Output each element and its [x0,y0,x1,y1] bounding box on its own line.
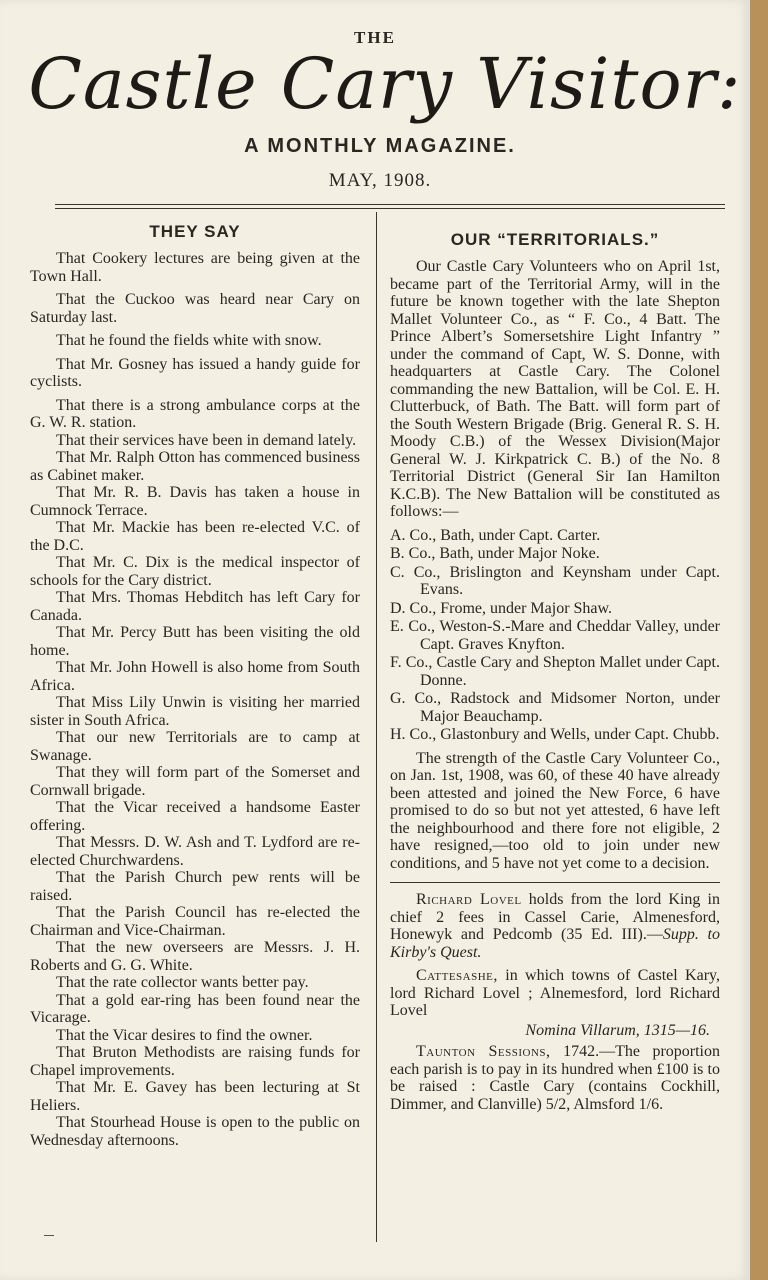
they-say-item: That their services have been in demand lately. [56,431,357,449]
they-say-item: That he found the fields white with snow. [56,332,322,349]
strength-paragraph: The strength of the Castle Cary Volunteer Co., on Jan. 1st, 1908, was 60, of these 40 have already been attested and joined the New Force, 6 have promised to do so but not yet attested, 6 have left the neighbourhood and there fore not eligible, 2 have resigned,—too old to join under new conditions, and 5 have not yet come to a decision. [390,749,720,872]
company-item: A. Co., Bath, under Capt. Carter. [390,526,601,544]
page-mark [44,1235,54,1236]
issue-date: MAY, 1908. [328,170,432,191]
they-say-item: That Messrs. D. W. Ash and T. Lydford are re-elected Churchwardens. [30,834,360,869]
company-item: H. Co., Glastonbury and Wells, under Capt. Chubb. [390,726,720,743]
lovel-text: holds from the lord King in chief 2 fees in Cassel Carie, Almenesford, Honewyk and Pedcomb (35 Ed. III).— [390,891,721,943]
they-say-item: That the Cuckoo was heard near Cary on Saturday last. [30,291,360,326]
territorials-column [390,226,720,1113]
lovel-note [390,891,720,961]
they-say-item: That they will form part of the Somerset and Cornwall brigade. [30,764,360,799]
section-divider [390,882,720,883]
lovel-source: Supp. to Kirby's Quest. [390,926,720,961]
they-say-item: That the Vicar received a handsome Easter offering. [30,799,360,834]
they-say-item: That Stourhead House is open to the public on Wednesday afternoons. [30,1114,360,1149]
they-say-item: That Mr. Ralph Otton has commenced business as Cabinet maker. [30,449,360,484]
they-say-item: That Mrs. Thomas Hebditch has left Cary for Canada. [30,589,360,624]
they-say-item: That Mr. Percy Butt has been visiting the old home. [30,624,360,659]
header-rule-bottom [55,208,725,209]
territorials-intro: Our Castle Cary Volunteers who on April 1st, became part of the Territorial Army, will in the future be known together with the late Shepton Mallet Volunteer Co., as “ F. Co., 4 Batt. The Prince Albert’s Somersetshire Light Infantry ” under the command of Capt, W. S. Donne, with headquarters at Castle Cary. The Colonel commanding the new Battalion, will be Col. E. H. Clutterbuck, of Bath. The Batt. will form part of the South Western Brigade (Brig. General R. S. H. Moody C.B.) of the Wessex Division(Major General W. J. Kirkpatrick C. B.) of the No. 8 Territorial District (General Sir Ian Hamilton K.C.B). The New Battalion will be constituted as follows:— [390,258,720,520]
they-say-item: That the rate collector wants better pay. [56,974,309,991]
company-list [390,527,720,744]
masthead-subtitle: A MONTHLY MAGAZINE. [244,135,516,157]
they-say-item: That Mr. Gosney has issued a handy guide for cyclists. [30,355,360,390]
they-say-item: That the new overseers are Messrs. J. H. Roberts and G. G. White. [30,939,360,974]
they-say-item: That Mr. E. Gavey has been lecturing at St Heliers. [30,1079,360,1114]
they-say-item: That Miss Lily Unwin is visiting her married sister in South Africa. [30,694,360,729]
company-item: C. Co., Brislington and Keynsham under Capt. Evans. [390,563,720,598]
they-say-item: That Mr. Mackie has been re-elected V.C. of the D.C. [30,519,360,554]
lovel-name: Richard Lovel [416,891,522,908]
taunton-note [390,1043,720,1113]
cattesashe-source: Nomina Villarum, 1315—16. [525,1021,710,1039]
they-say-item: That Cookery lectures are being given at the Town Hall. [30,250,360,285]
cattesashe-name: Cattesashe, [416,967,498,984]
they-say-list [30,250,360,1149]
they-say-item: That Mr. John Howell is also home from South Africa. [30,659,360,694]
cattesashe-note [390,967,720,1020]
column-divider [376,212,377,1242]
company-item: D. Co., Frome, under Major Shaw. [390,599,613,617]
they-say-column [30,218,360,1149]
masthead-title: Castle Cary Visitor: [28,43,742,125]
taunton-name: Taunton Sessions, [416,1043,551,1060]
masthead-the: THE [354,28,396,47]
page-edge [750,0,768,1280]
header-rule-top [55,204,725,205]
they-say-item: That Bruton Methodists are raising funds for Chapel improvements. [30,1044,360,1079]
company-item: E. Co., Weston-S.-Mare and Cheddar Valley, under Capt. Graves Knyfton. [390,618,720,653]
they-say-item: That the Parish Church pew rents will be raised. [30,869,360,904]
they-say-item: That the Parish Council has re-elected the Chairman and Vice-Chairman. [30,904,360,939]
they-say-item: That a gold ear-ring has been found near the Vicarage. [30,991,360,1026]
they-say-item: That Mr. R. B. Davis has taken a house in Cumnock Terrace. [30,484,360,519]
they-say-item: That the Vicar desires to find the owner. [56,1026,313,1044]
they-say-item: That Mr. C. Dix is the medical inspector of schools for the Cary district. [30,554,360,589]
cattesashe-text: in which towns of Castel Kary, lord Richard Lovel ; Alnemesford, lord Richard Lovel [390,967,720,1019]
territorials-heading: OUR “TERRITORIALS.” [450,230,660,249]
company-item: F. Co., Castle Cary and Shepton Mallet under Capt. Donne. [390,654,720,689]
company-item: G. Co., Radstock and Midsomer Norton, under Major Beauchamp. [390,690,720,725]
taunton-text: 1742.—The proportion each parish is to pay in its hundred when £100 is to be raised : Castle Cary (contains Cockhill, Dimmer, and Clanville) 5/2, Almsford 1/6. [390,1043,720,1113]
they-say-item: That our new Territorials are to camp at Swanage. [30,729,360,764]
company-item: B. Co., Bath, under Major Noke. [390,545,600,562]
they-say-heading: THEY SAY [149,222,241,241]
they-say-item: That there is a strong ambulance corps at the G. W. R. station. [30,396,360,431]
